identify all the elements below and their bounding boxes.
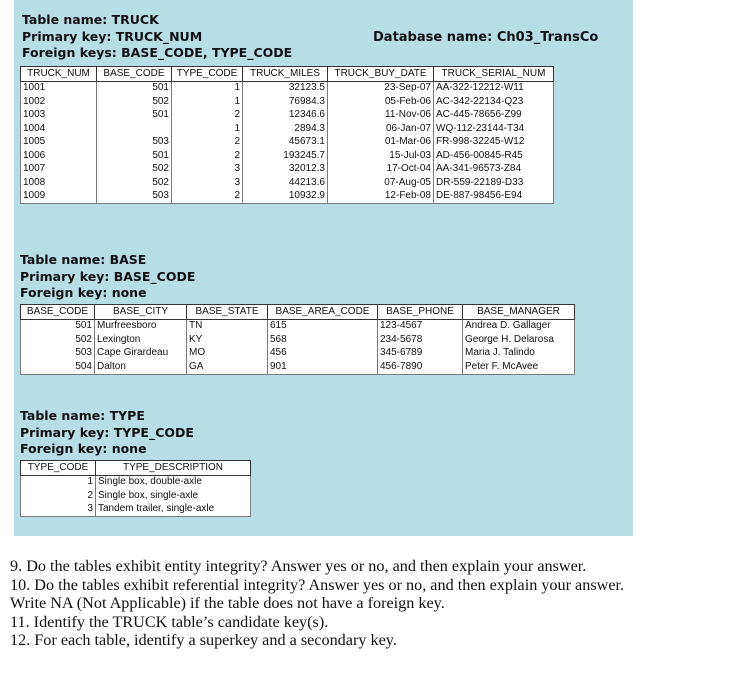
truck-cell: 12-Feb-08: [328, 190, 434, 204]
base-cell: 504: [21, 360, 95, 374]
type-column-header: TYPE_CODE: [21, 461, 96, 476]
base-column-header: BASE_STATE: [187, 305, 268, 320]
truck-cell: 32012.3: [243, 163, 328, 177]
truck-cell: 11-Nov-06: [328, 109, 434, 123]
truck-table: [20, 66, 554, 204]
type-table-row: [21, 489, 251, 503]
type-foreign-key: Foreign key: none: [20, 441, 147, 456]
truck-cell: FR-998-32245-W12: [434, 136, 554, 150]
truck-cell: AC-342-22134-Q23: [434, 95, 554, 109]
truck-table-row: [21, 95, 554, 109]
truck-cell: 1008: [21, 176, 97, 190]
question-12: 12. For each table, identify a superkey and a secondary key.: [10, 631, 397, 650]
truck-table-row: [21, 176, 554, 190]
base-cell: 234-5678: [378, 333, 463, 347]
question-10: 10. Do the tables exhibit referential integrity? Answer yes or no, and then explain your answer.: [10, 575, 625, 594]
type-cell: Single box, double-axle: [96, 475, 251, 489]
truck-column-header: TRUCK_SERIAL_NUM: [434, 67, 554, 82]
questions: [10, 557, 624, 650]
truck-cell: [97, 122, 172, 136]
base-table-row: [21, 347, 575, 361]
type-table-name: Table name: TYPE: [20, 408, 145, 423]
type-cell: Tandem trailer, single-axle: [96, 503, 251, 517]
truck-cell: AA-341-96573-Z84: [434, 163, 554, 177]
type-column-header: TYPE_DESCRIPTION: [96, 461, 251, 476]
truck-cell: 01-Mar-06: [328, 136, 434, 150]
base-table-header: [20, 252, 195, 302]
base-cell: Andrea D. Gallager: [463, 319, 575, 333]
truck-cell: 1005: [21, 136, 97, 150]
base-cell: Cape Girardeau: [95, 347, 187, 361]
base-column-header: BASE_MANAGER: [463, 305, 575, 320]
truck-column-header: TRUCK_MILES: [243, 67, 328, 82]
truck-cell: 502: [97, 176, 172, 190]
truck-table-row: [21, 109, 554, 123]
base-primary-key: Primary key: BASE_CODE: [20, 268, 196, 284]
truck-cell: 502: [97, 163, 172, 177]
truck-cell: WQ-112-23144-T34: [434, 122, 554, 136]
type-cell: 2: [21, 489, 96, 503]
truck-cell: 1006: [21, 149, 97, 163]
truck-cell: 2: [172, 109, 243, 123]
truck-cell: 07-Aug-05: [328, 176, 434, 190]
truck-cell: 05-Feb-06: [328, 95, 434, 109]
base-cell: MO: [187, 347, 268, 361]
truck-cell: 503: [97, 190, 172, 204]
truck-cell: 23-Sep-07: [328, 81, 434, 95]
truck-cell: 12346.6: [243, 109, 328, 123]
truck-cell: 1007: [21, 163, 97, 177]
type-cell: 1: [21, 475, 96, 489]
type-table-header: [20, 408, 194, 458]
type-cell: Single box, single-axle: [96, 489, 251, 503]
truck-cell: 17-Oct-04: [328, 163, 434, 177]
truck-table-row: [21, 136, 554, 150]
truck-cell: 15-Jul-03: [328, 149, 434, 163]
base-table: [20, 304, 575, 375]
truck-cell: 193245.7: [243, 149, 328, 163]
base-cell: Lexington: [95, 333, 187, 347]
truck-cell: AD-456-00845-R45: [434, 149, 554, 163]
truck-column-header: TYPE_CODE: [172, 67, 243, 82]
base-cell: GA: [187, 360, 268, 374]
base-column-header: BASE_PHONE: [378, 305, 463, 320]
truck-table-row: [21, 190, 554, 204]
truck-cell: 1: [172, 95, 243, 109]
base-cell: 123-4567: [378, 319, 463, 333]
truck-column-header: BASE_CODE: [97, 67, 172, 82]
base-table-row: [21, 333, 575, 347]
question-9: 9. Do the tables exhibit entity integrity? Answer yes or no, and then explain your answer.: [10, 557, 587, 575]
truck-cell: 501: [97, 81, 172, 95]
truck-cell: 502: [97, 95, 172, 109]
truck-cell: 2894.3: [243, 122, 328, 136]
base-column-header: BASE_AREA_CODE: [268, 305, 378, 320]
truck-cell: 06-Jan-07: [328, 122, 434, 136]
type-header-row: [21, 461, 251, 476]
type-cell: 3: [21, 503, 96, 517]
truck-cell: 1: [172, 81, 243, 95]
truck-column-header: TRUCK_NUM: [21, 67, 97, 82]
truck-table-row: [21, 149, 554, 163]
database-name: Database name: Ch03_TransCo: [373, 30, 599, 45]
truck-cell: 503: [97, 136, 172, 150]
truck-table-row: [21, 163, 554, 177]
base-foreign-key: Foreign key: none: [20, 285, 147, 300]
truck-table-header: [22, 12, 292, 62]
truck-table-row: [21, 122, 554, 136]
truck-cell: AA-322-12212-W11: [434, 81, 554, 95]
base-cell: 501: [21, 319, 95, 333]
truck-table-row: [21, 81, 554, 95]
base-cell: Maria J. Talindo: [463, 347, 575, 361]
truck-cell: 501: [97, 109, 172, 123]
base-column-header: BASE_CODE: [21, 305, 95, 320]
base-cell: George H. Delarosa: [463, 333, 575, 347]
truck-cell: 1001: [21, 81, 97, 95]
base-cell: Murfreesboro: [95, 319, 187, 333]
truck-header-row: [21, 67, 554, 82]
base-cell: 502: [21, 333, 95, 347]
base-column-header: BASE_CITY: [95, 305, 187, 320]
truck-cell: 45673.1: [243, 136, 328, 150]
base-cell: Dalton: [95, 360, 187, 374]
truck-cell: 1003: [21, 109, 97, 123]
type-table: [20, 460, 251, 517]
question-11: 11. Identify the TRUCK table’s candidate key(s).: [10, 612, 329, 631]
base-table-row: [21, 319, 575, 333]
truck-column-header: TRUCK_BUY_DATE: [328, 67, 434, 82]
truck-cell: 3: [172, 163, 243, 177]
truck-cell: 3: [172, 176, 243, 190]
base-cell: 503: [21, 347, 95, 361]
base-cell: 456: [268, 347, 378, 361]
question-10-note: Write NA (Not Applicable) if the table does not have a foreign key.: [10, 594, 445, 613]
base-cell: Peter F. McAvee: [463, 360, 575, 374]
truck-cell: 10932.9: [243, 190, 328, 204]
base-table-name: Table name: BASE: [20, 252, 147, 267]
truck-primary-key: Primary key: TRUCK_NUM: [22, 28, 203, 44]
base-header-row: [21, 305, 575, 320]
truck-cell: 44213.6: [243, 176, 328, 190]
base-cell: 901: [268, 360, 378, 374]
truck-cell: 1002: [21, 95, 97, 109]
truck-cell: 1009: [21, 190, 97, 204]
base-cell: 456-7890: [378, 360, 463, 374]
truck-cell: AC-445-78656-Z99: [434, 109, 554, 123]
truck-cell: 76984.3: [243, 95, 328, 109]
base-cell: KY: [187, 333, 268, 347]
type-primary-key: Primary key: TYPE_CODE: [20, 424, 194, 440]
truck-table-name: Table name: TRUCK: [22, 12, 159, 27]
base-cell: 568: [268, 333, 378, 347]
truck-cell: 2: [172, 190, 243, 204]
base-cell: TN: [187, 319, 268, 333]
truck-cell: 2: [172, 149, 243, 163]
truck-cell: 2: [172, 136, 243, 150]
truck-cell: DR-559-22189-D33: [434, 176, 554, 190]
base-cell: 615: [268, 319, 378, 333]
truck-cell: 501: [97, 149, 172, 163]
base-table-row: [21, 360, 575, 374]
type-table-row: [21, 503, 251, 517]
type-table-row: [21, 475, 251, 489]
truck-foreign-keys: Foreign keys: BASE_CODE, TYPE_CODE: [22, 45, 293, 60]
truck-cell: 1: [172, 122, 243, 136]
truck-cell: DE-887-98456-E94: [434, 190, 554, 204]
base-cell: 345-6789: [378, 347, 463, 361]
truck-cell: 1004: [21, 122, 97, 136]
truck-cell: 32123.5: [243, 81, 328, 95]
